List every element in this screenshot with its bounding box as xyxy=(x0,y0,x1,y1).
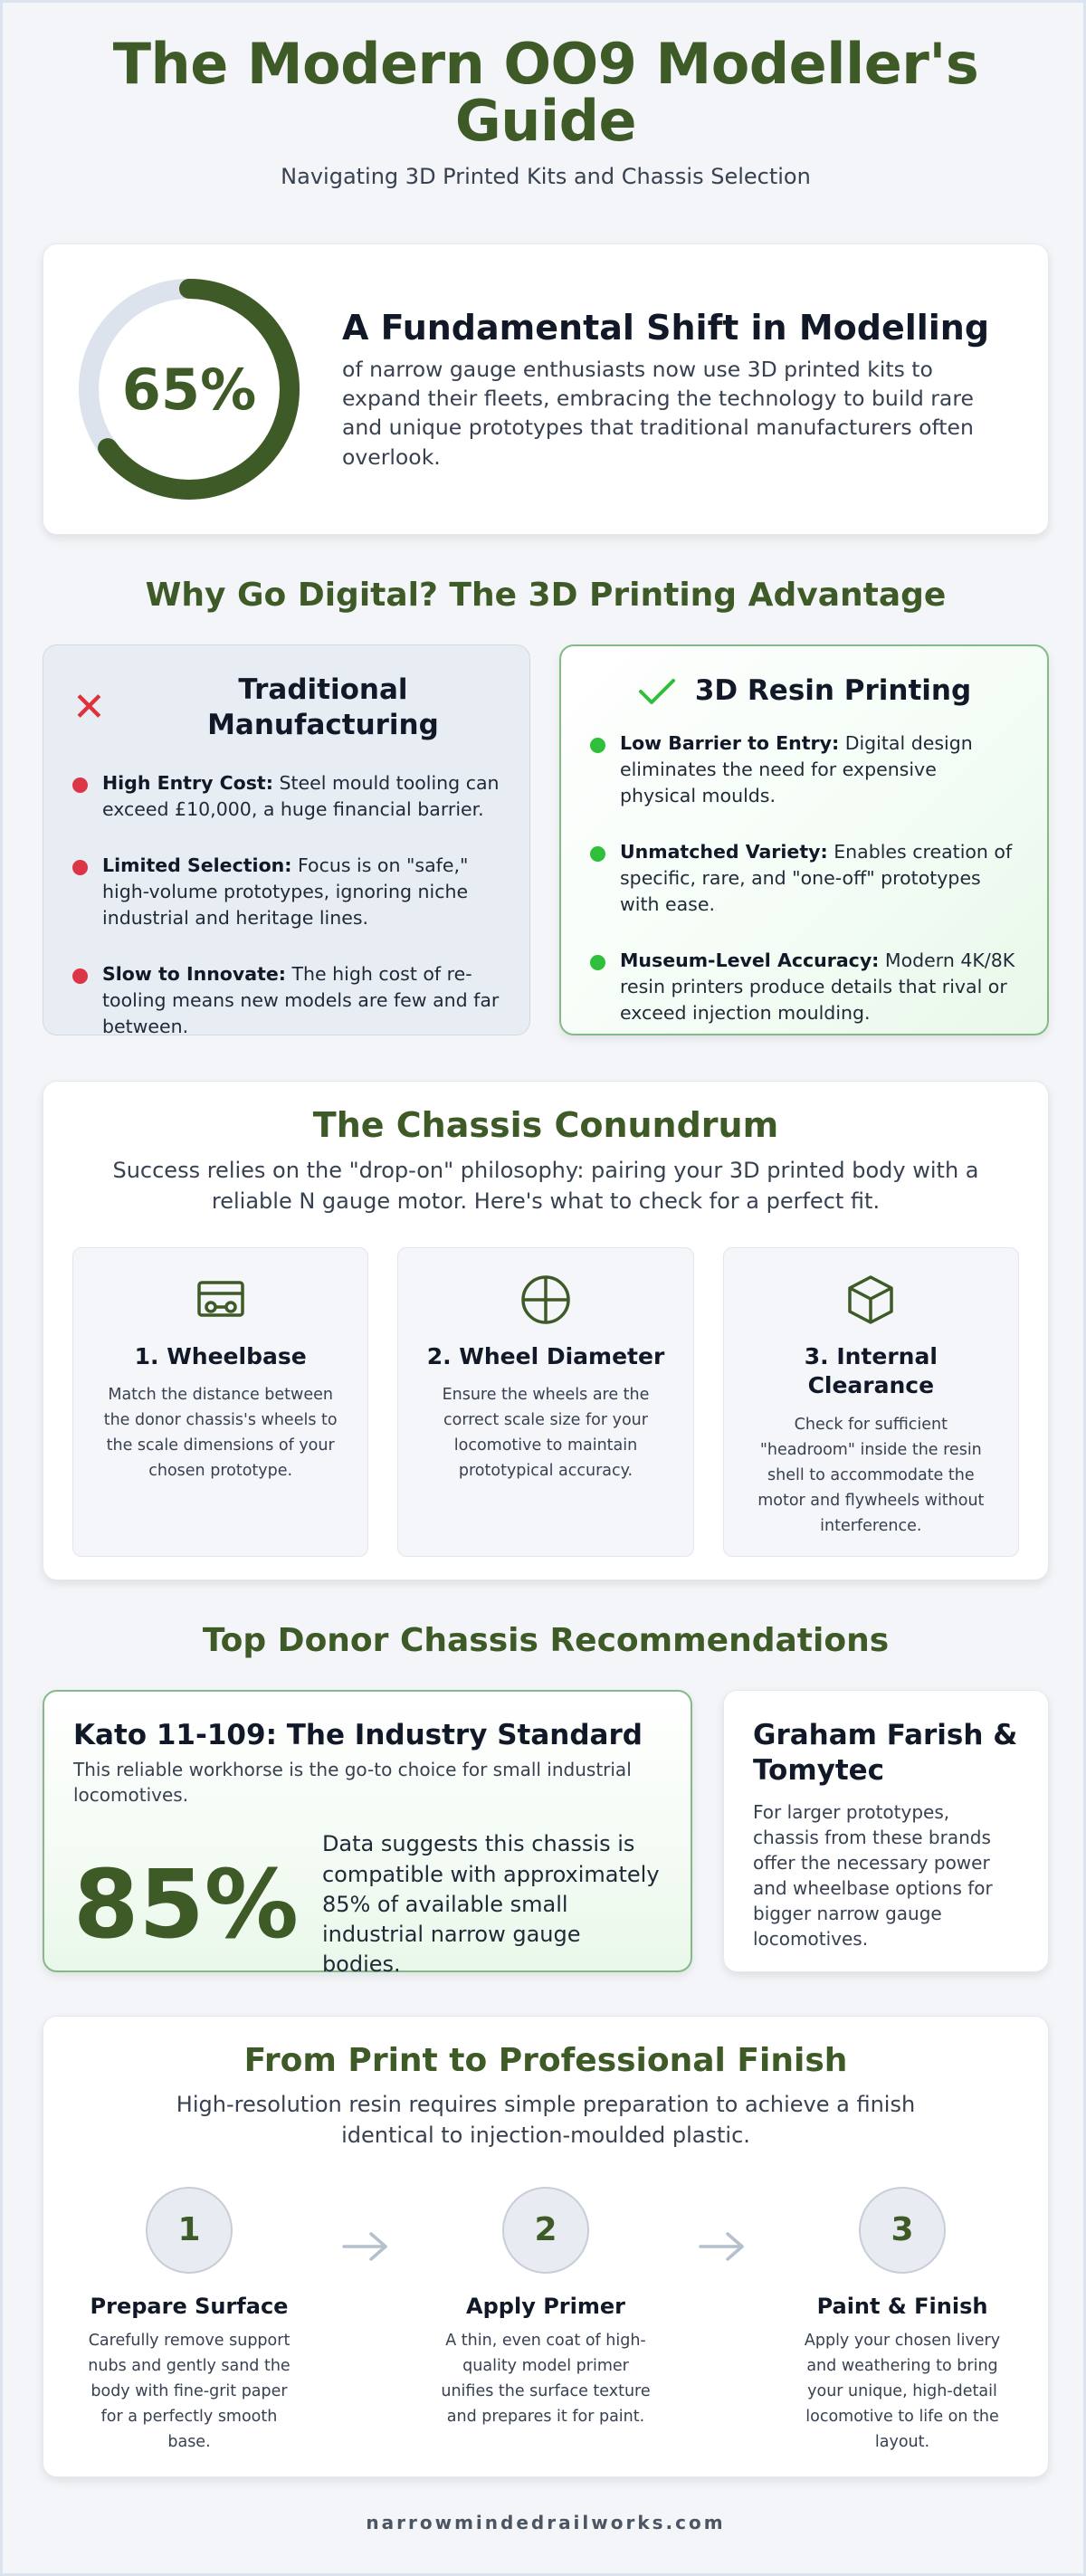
wheel-icon xyxy=(519,1274,572,1326)
traditional-card xyxy=(43,644,530,1035)
list-item-text xyxy=(620,948,1018,1026)
list-item-label: Museum-Level Accuracy: xyxy=(620,949,880,972)
bullet-dot-icon xyxy=(590,738,605,753)
why-digital-title: Why Go Digital? The 3D Printing Advantage xyxy=(145,577,947,615)
step-desc: A thin, even coat of high-quality model primer unifies the surface texture and prepares it for paint. xyxy=(441,2331,651,2426)
arrow-right-icon xyxy=(697,2228,751,2268)
infographic-page xyxy=(3,3,1086,2576)
stat-heading: A Fundamental Shift in Modelling xyxy=(342,307,990,348)
kato-stat-text: Data suggests this chassis is compatible with approximately 85% of available small industrial narrow gauge bodies. xyxy=(321,1831,660,1977)
finish-intro: High-resolution resin requires simple preparation to achieve a finish identical to injection-moulded plastic. xyxy=(176,2092,916,2148)
comparison xyxy=(43,644,1049,1035)
stat-text xyxy=(342,308,1012,472)
check-wheel-diameter xyxy=(397,1247,693,1557)
page-subtitle: Navigating 3D Printed Kits and Chassis Selection xyxy=(281,164,811,190)
check-internal-clearance xyxy=(723,1247,1019,1557)
arrow-right-icon xyxy=(340,2228,395,2268)
list-item-label: High Entry Cost: xyxy=(102,771,273,794)
step-title: Paint & Finish xyxy=(816,2293,988,2319)
list-item xyxy=(72,961,500,1039)
donut-value: 65% xyxy=(121,356,257,423)
graham-farish-card xyxy=(723,1690,1049,1972)
resin-list xyxy=(590,730,1018,1026)
check-desc: Match the distance between the donor chassis's wheels to the scale dimensions of your chosen prototype. xyxy=(103,1386,338,1481)
finish-steps xyxy=(72,2187,1019,2455)
list-item-text xyxy=(620,730,1018,808)
kato-subtitle: This reliable workhorse is the go-to choice for small industrial locomotives. xyxy=(73,1759,632,1807)
graham-farish-text: For larger prototypes, chassis from these brands offer the necessary power and wheelbase options for bigger narrow gauge locomotives. xyxy=(753,1800,993,1950)
list-item-text xyxy=(102,853,500,930)
kato-title: Kato 11-109: The Industry Standard xyxy=(73,1719,643,1752)
traditional-list xyxy=(72,770,500,1040)
stat-card xyxy=(43,243,1049,535)
recommendations xyxy=(43,1690,1049,1977)
step-number: 3 xyxy=(859,2187,946,2274)
traditional-title: Traditional Manufacturing xyxy=(207,673,439,742)
list-item xyxy=(590,839,1018,917)
x-icon: ✕ xyxy=(72,684,106,731)
page-title: The Modern OO9 Modeller's Guide xyxy=(112,31,979,155)
check-wheelbase xyxy=(72,1247,368,1557)
cube-icon xyxy=(844,1274,897,1326)
chassis-title: The Chassis Conundrum xyxy=(312,1105,779,1146)
header xyxy=(43,3,1049,189)
list-item-label: Limited Selection: xyxy=(102,854,292,877)
list-item-body: Enables creation of specific, rare, and "one-off" prototypes with ease. xyxy=(620,841,1013,915)
chassis-icon xyxy=(195,1274,247,1326)
recommendations-title: Top Donor Chassis Recommendations xyxy=(202,1622,890,1660)
list-item-label: Slow to Innovate: xyxy=(102,963,286,986)
finish-title: From Print to Professional Finish xyxy=(243,2042,848,2080)
chassis-intro: Success relies on the "drop-on" philosophy: pairing your 3D printed body with a reliable N gauge motor. Here's what to check for a perfect fit. xyxy=(112,1158,979,1214)
step-number: 1 xyxy=(146,2187,233,2274)
list-item-label: Low Barrier to Entry: xyxy=(620,732,840,755)
step-desc: Carefully remove support nubs and gently sand the body with fine-grit paper for a perfectly smooth base. xyxy=(88,2331,291,2451)
donut-chart xyxy=(76,276,302,502)
step-primer xyxy=(433,2187,659,2429)
bullet-dot-icon xyxy=(590,955,605,970)
bullet-dot-icon xyxy=(590,846,605,862)
resin-header xyxy=(590,673,1018,709)
list-item-text xyxy=(102,770,500,822)
finish-card xyxy=(43,2016,1049,2477)
list-item-body: Digital design eliminates the need for expensive physical moulds. xyxy=(620,732,973,806)
list-item-text xyxy=(102,961,500,1039)
footer-site: narrowmindedrailworks.com xyxy=(366,2512,726,2533)
list-item-body: Focus is on "safe," high-volume prototypes, ignoring niche industrial and heritage lines. xyxy=(102,854,469,929)
step-paint xyxy=(789,2187,1015,2455)
step-title: Prepare Surface xyxy=(90,2293,289,2319)
kato-stat-value: 85% xyxy=(73,1849,299,1961)
check-title: 3. Internal Clearance xyxy=(804,1342,938,1399)
resin-card xyxy=(559,644,1049,1035)
stat-body: of narrow gauge enthusiasts now use 3D printed kits to expand their fleets, embracing the technology to build rare and unique prototypes that traditional manufacturers often overlook. xyxy=(342,356,974,470)
kato-card xyxy=(43,1690,692,1977)
step-title: Apply Primer xyxy=(466,2293,625,2319)
traditional-header xyxy=(72,673,500,743)
bullet-dot-icon xyxy=(72,968,88,984)
step-desc: Apply your chosen livery and weathering to bring your unique, high-detail locomotive to life on the layout. xyxy=(804,2331,1001,2451)
list-item-body: Modern 4K/8K resin printers produce details that rival or exceed injection moulding. xyxy=(620,949,1015,1024)
list-item-label: Unmatched Variety: xyxy=(620,841,828,863)
resin-title: 3D Resin Printing xyxy=(694,674,972,708)
chassis-card xyxy=(43,1081,1049,1580)
list-item xyxy=(72,770,500,822)
check-desc: Ensure the wheels are the correct scale size for your locomotive to maintain prototypical accuracy. xyxy=(442,1386,650,1481)
list-item xyxy=(72,853,500,930)
list-item xyxy=(590,730,1018,808)
list-item-body: The high cost of re-tooling means new models are few and far between. xyxy=(102,963,500,1037)
chassis-checks xyxy=(72,1247,1019,1557)
list-item xyxy=(590,948,1018,1026)
check-desc: Check for sufficient "headroom" inside the resin shell to accommodate the motor and flywheels without interference. xyxy=(757,1415,985,1535)
bullet-dot-icon xyxy=(72,778,88,793)
step-prepare xyxy=(76,2187,302,2455)
list-item-body: Steel mould tooling can exceed £10,000, a huge financial barrier. xyxy=(102,771,500,820)
check-icon xyxy=(637,676,677,707)
check-title: 1. Wheelbase xyxy=(134,1342,307,1369)
bullet-dot-icon xyxy=(72,860,88,875)
kato-stat xyxy=(73,1829,662,1980)
step-number: 2 xyxy=(502,2187,589,2274)
graham-farish-title: Graham Farish & Tomytec xyxy=(753,1719,1018,1788)
list-item-text xyxy=(620,839,1018,917)
check-title: 2. Wheel Diameter xyxy=(426,1342,665,1369)
